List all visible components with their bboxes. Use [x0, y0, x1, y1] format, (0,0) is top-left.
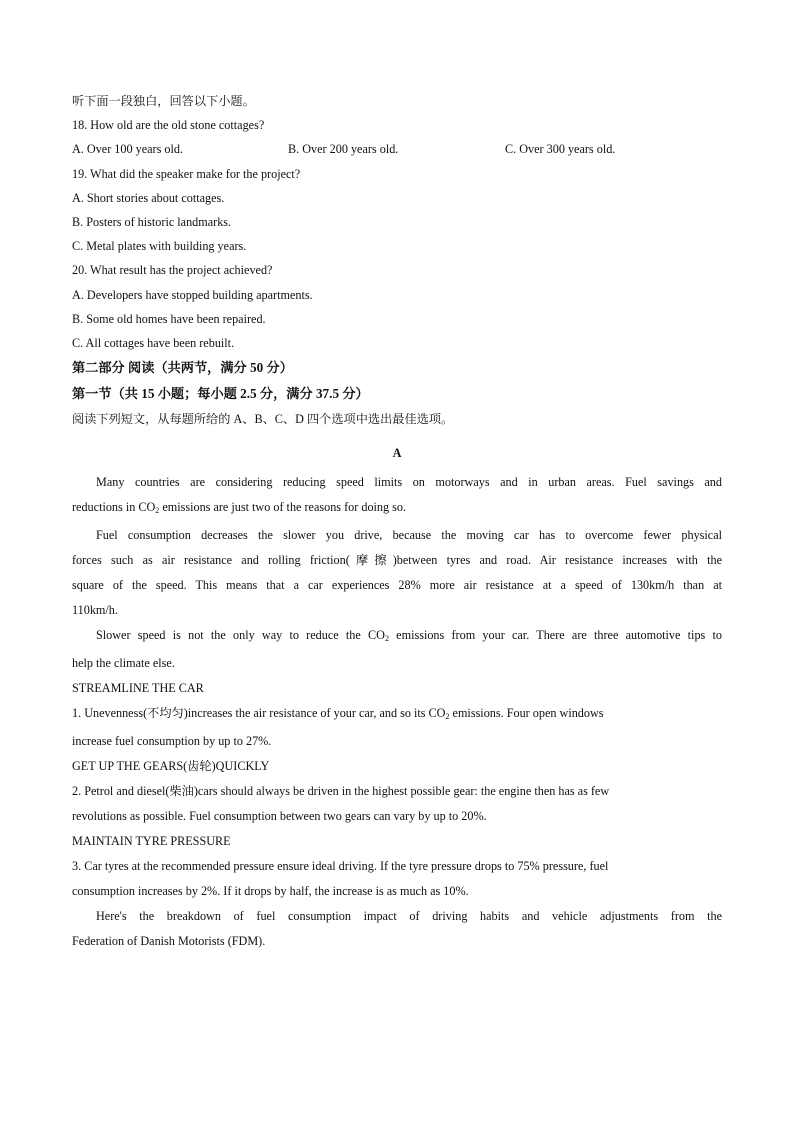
option-a: A. Short stories about cottages.: [72, 190, 225, 205]
paragraph-4: [72, 904, 722, 954]
text-line: help the climate else.: [72, 656, 175, 671]
text-run: Slower speed is not the only way to reduce the CO: [96, 628, 385, 643]
text-run: reductions in CO: [72, 500, 156, 515]
part-title: 第二部分 阅读（共两节，满分 50 分）: [72, 360, 293, 376]
text-line: forces such as air resistance and rolling friction(摩擦)between tyres and road. Air resistance increases with the: [72, 553, 722, 568]
paragraph-1: [72, 470, 722, 523]
text-line: [48, 495, 722, 523]
text-run: emissions. Four open windows: [449, 706, 604, 721]
tip-2: [72, 779, 722, 829]
text-run: emissions from your car. There are three automotive tips to: [388, 628, 722, 643]
tip-3: [72, 854, 722, 904]
paragraph-2: [72, 523, 722, 623]
tip-1: [72, 701, 722, 754]
option-c: C. Metal plates with building years.: [72, 239, 247, 254]
passage-label: A: [392, 446, 402, 461]
question-18-options: [72, 142, 722, 166]
text-line: Many countries are considering reducing speed limits on motorways and in urban areas. Fuel savings and: [96, 475, 722, 490]
text-line: square of the speed. This means that a car experiences 28% more air resistance at a speed of 130km/h than at: [72, 578, 722, 593]
section-title: 第一节（共 15 小题；每小题 2.5 分，满分 37.5 分）: [72, 386, 369, 402]
document-page: [72, 94, 722, 954]
text-line: consumption increases by 2%. If it drops by half, the increase is as much as 10%.: [72, 884, 469, 899]
text-line: [72, 701, 722, 729]
heading-gears: GET UP THE GEARS(齿轮)QUICKLY: [72, 759, 270, 774]
question-20-stem: 20. What result has the project achieved?: [72, 263, 273, 278]
text-run: 1. Unevenness(不均匀)increases the air resistance of your car, and so its CO: [72, 706, 446, 721]
question-19-stem: 19. What did the speaker make for the project?: [72, 166, 301, 181]
heading-streamline: STREAMLINE THE CAR: [72, 681, 204, 696]
subscript: 2: [155, 506, 160, 516]
option-b: B. Over 200 years old.: [288, 142, 399, 157]
heading-tyre-pressure: MAINTAIN TYRE PRESSURE: [72, 834, 231, 849]
option-a: A. Over 100 years old.: [72, 142, 184, 157]
listening-intro: 听下面一段独白，回答以下小题。: [72, 94, 255, 108]
option-c: C. All cottages have been rebuilt.: [72, 335, 235, 350]
text-run: emissions are just two of the reasons for doing so.: [159, 500, 407, 515]
subscript: 2: [445, 712, 450, 722]
text-line: 110km/h.: [72, 603, 118, 618]
paragraph-3: [72, 623, 722, 676]
option-b: B. Posters of historic landmarks.: [72, 214, 232, 229]
option-b: B. Some old homes have been repaired.: [72, 311, 266, 326]
instruction: 阅读下列短文，从每题所给的 A、B、C、D 四个选项中选出最佳选项。: [72, 412, 454, 427]
text-line: revolutions as possible. Fuel consumption between two gears can vary by up to 20%.: [72, 809, 487, 824]
question-18-stem: 18. How old are the old stone cottages?: [72, 118, 265, 133]
text-line: Federation of Danish Motorists (FDM).: [72, 934, 266, 949]
text-line: 3. Car tyres at the recommended pressure ensure ideal driving. If the tyre pressure drops to 75% pressure, fuel: [72, 859, 609, 874]
option-a: A. Developers have stopped building apartments.: [72, 287, 313, 302]
subscript: 2: [384, 634, 389, 644]
text-line: increase fuel consumption by up to 27%.: [72, 734, 272, 749]
text-line: Here's the breakdown of fuel consumption impact of driving habits and vehicle adjustments from the: [96, 909, 722, 924]
text-line: Fuel consumption decreases the slower you drive, because the moving car has to overcome fewer physical: [96, 528, 722, 543]
text-line: 2. Petrol and diesel(柴油)cars should always be driven in the highest possible gear: the engine then has as few: [72, 784, 610, 799]
text-line: [72, 623, 722, 651]
option-c: C. Over 300 years old.: [505, 142, 616, 157]
